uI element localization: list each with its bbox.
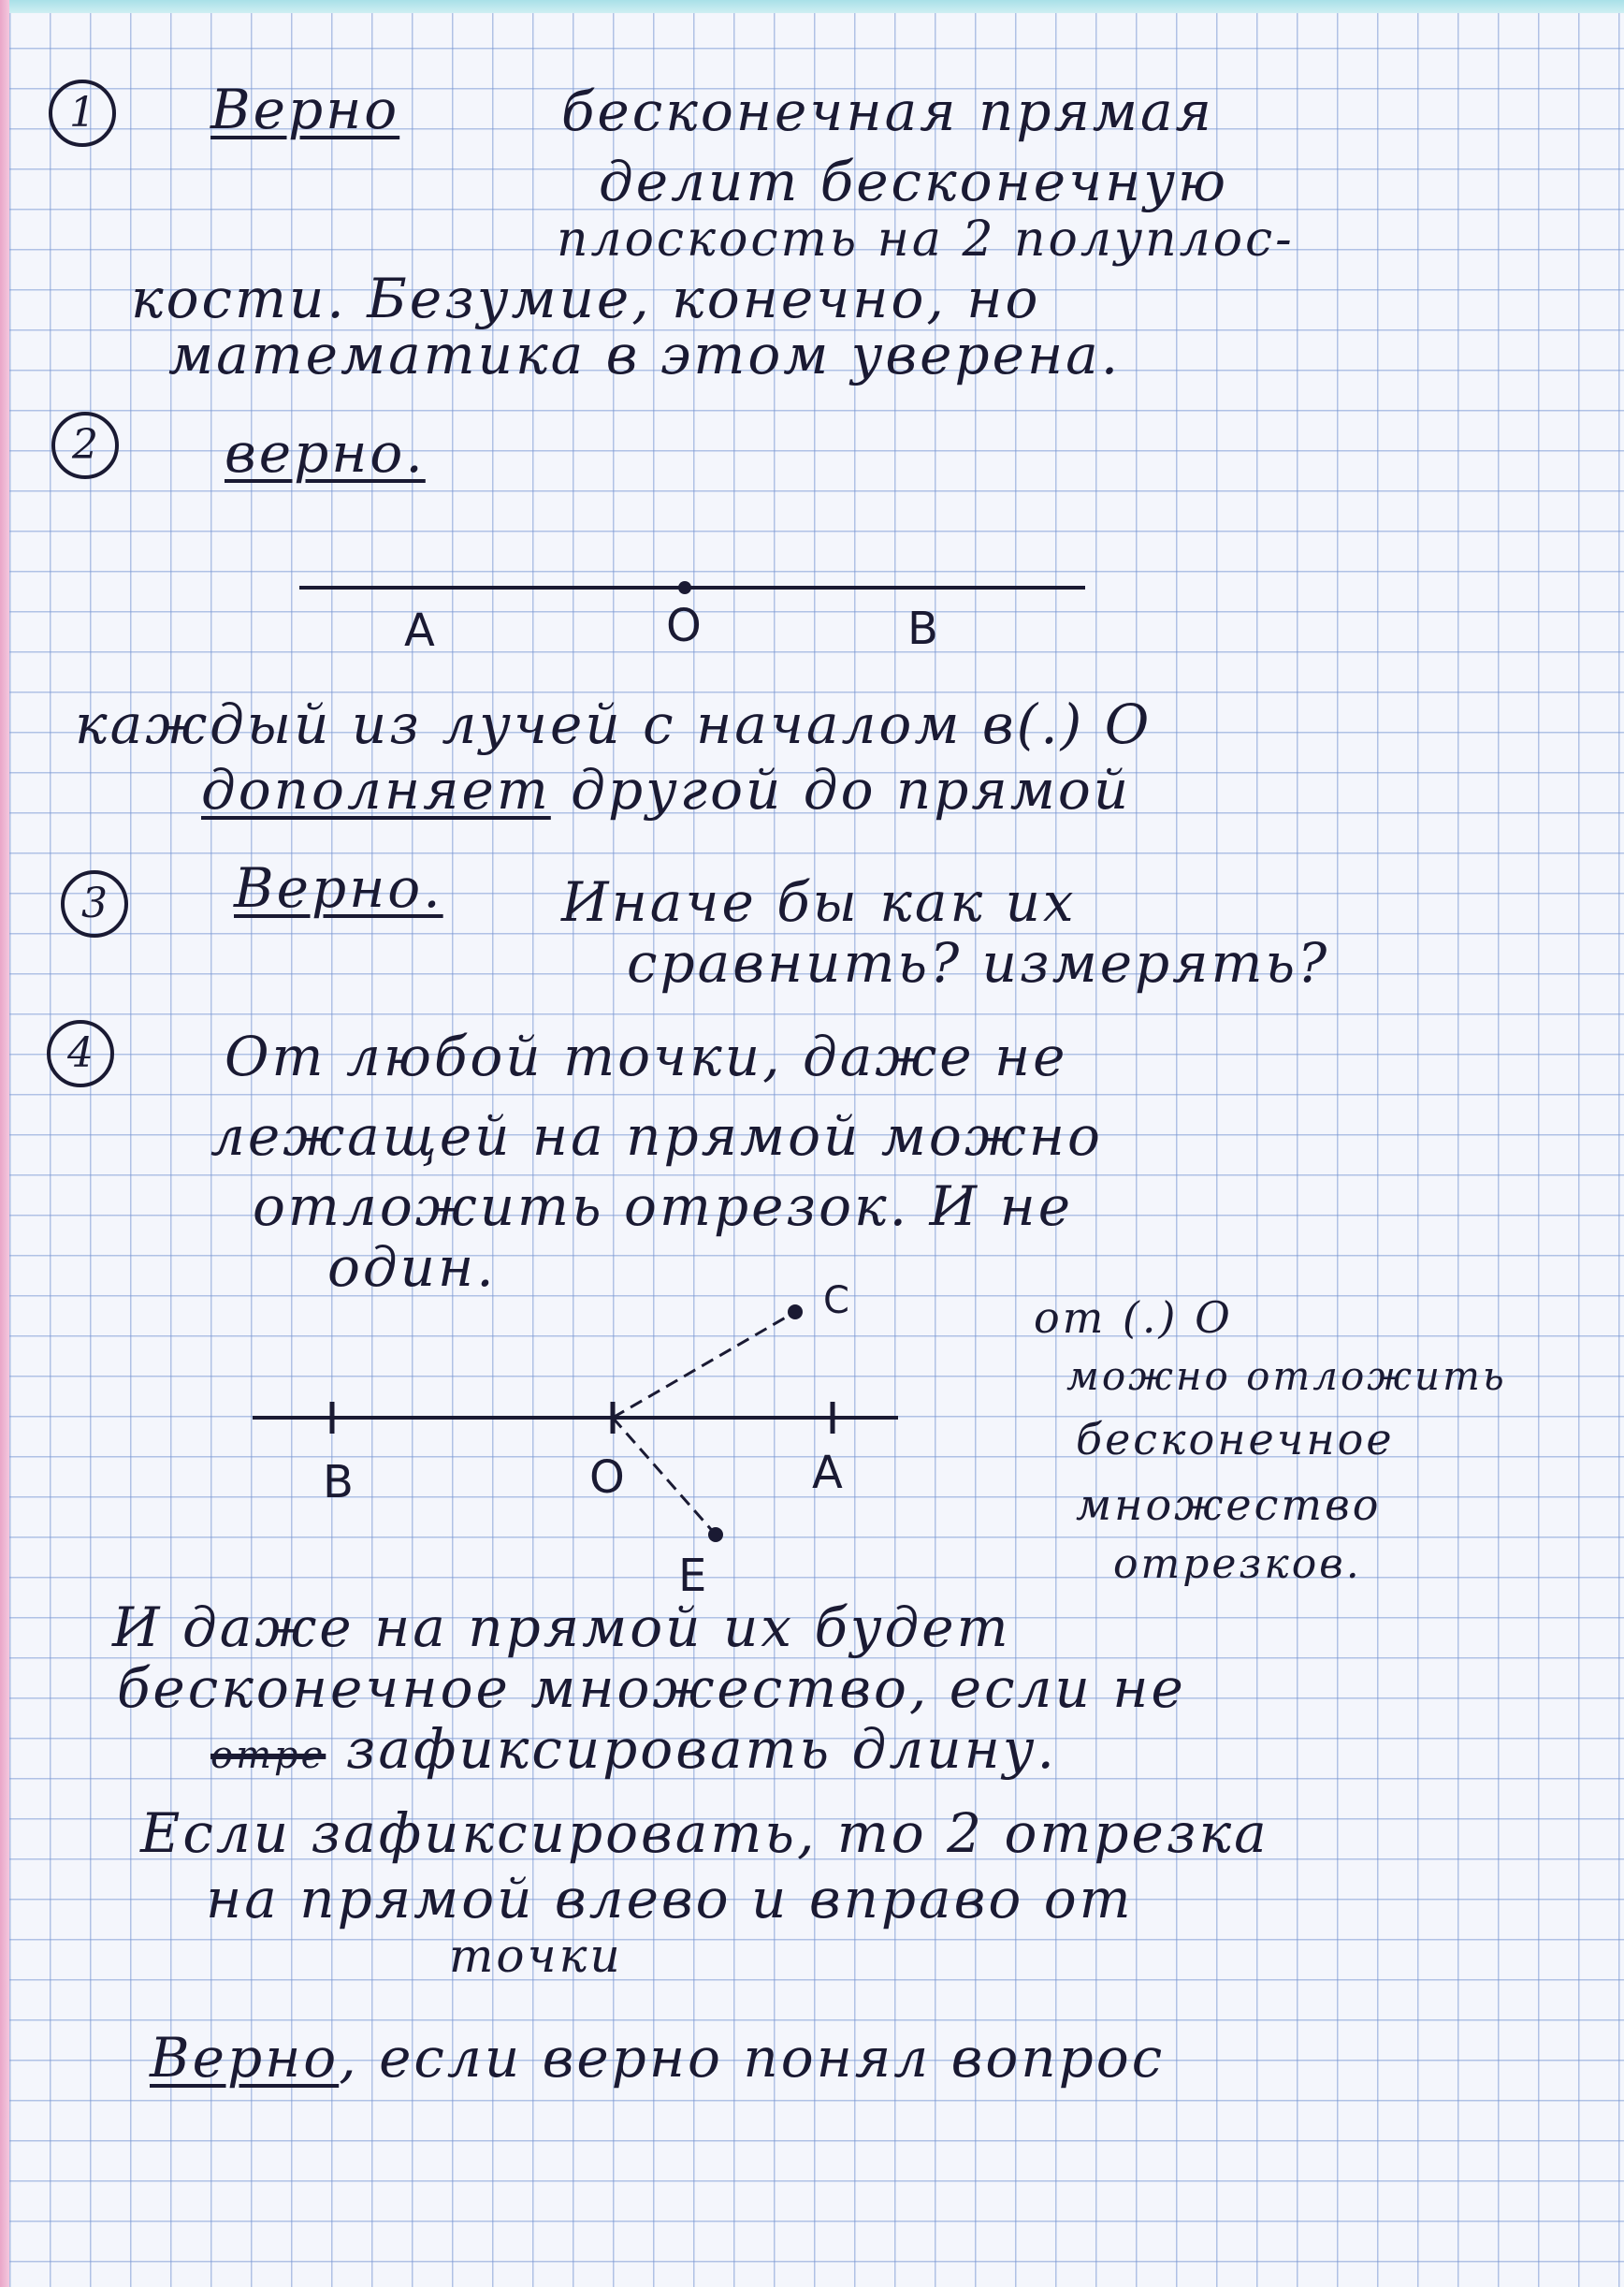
point-e <box>708 1527 723 1542</box>
item-2-line-2 <box>201 758 1132 822</box>
item-1-line-5: математика в этом уверена. <box>168 323 1122 386</box>
point-o2-label: O <box>589 1451 625 1504</box>
item-2-line-1: каждый из лучей с началом в(.) О <box>75 692 1153 756</box>
fixed-case-line-1: Если зафиксировать, то 2 отрезка <box>140 1801 1269 1865</box>
page-margin-line <box>0 0 9 2287</box>
point-b-label: B <box>907 603 938 655</box>
side-note-5: отрезков. <box>1113 1540 1362 1588</box>
struck-word: отре <box>210 1734 326 1777</box>
final-verdict-line <box>150 2026 1166 2090</box>
item-2-emphasis: дополняет <box>201 758 551 822</box>
item-2-verdict: верно. <box>225 421 426 485</box>
item-1-line-2: делит бесконечную <box>599 150 1229 213</box>
side-note-4: множество <box>1076 1479 1382 1530</box>
item-1-line-4: кости. Безумие, конечно, но <box>131 267 1041 330</box>
segment-oc <box>613 1312 795 1418</box>
side-note-3: бесконечное <box>1076 1414 1395 1464</box>
point-e-label: E <box>678 1550 707 1602</box>
fixed-case-line-2: на прямой влево и вправо от <box>206 1867 1134 1930</box>
item-1-number: 1 <box>49 80 116 147</box>
item-1-line-1: бесконечная прямая <box>561 80 1214 143</box>
side-note-2: можно отложить <box>1066 1353 1507 1399</box>
continuation-line-2: бесконечное множество, если не <box>117 1656 1186 1720</box>
item-3-line-2: сравнить? измерять? <box>627 931 1330 995</box>
point-o-label: O <box>666 600 702 652</box>
fixed-case-line-3: точки <box>449 1929 623 1983</box>
item-4-line-4: один. <box>327 1235 497 1299</box>
item-1-verdict: Верно <box>210 78 400 141</box>
item-4-line-2: лежащей на прямой можно <box>210 1104 1103 1168</box>
continuation-line-3-text: зафиксировать длину. <box>345 1717 1057 1781</box>
item-3-line-1: Иначе бы как их <box>561 870 1077 934</box>
side-note-1: от (.) О <box>1034 1292 1233 1343</box>
point-c-label: C <box>823 1279 849 1322</box>
item-4-line-3: отложить отрезок. И не <box>253 1174 1074 1238</box>
final-verdict: Верно <box>150 2026 340 2090</box>
item-3-number: 3 <box>61 870 128 938</box>
point-a2-label: A <box>812 1447 843 1499</box>
final-verdict-rest: , если верно понял вопрос <box>339 2026 1166 2090</box>
segment-oe <box>613 1418 716 1535</box>
item-1-line-3: плоскость на 2 полуплос- <box>557 211 1295 268</box>
point-a-label: A <box>404 605 435 657</box>
item-3-verdict: Верно. <box>234 856 443 920</box>
continuation-line-3 <box>210 1717 1057 1781</box>
point-c <box>788 1304 803 1319</box>
point-o <box>678 581 691 594</box>
item-2-line-2-rest: другой до прямой <box>571 758 1132 822</box>
item-2-number: 2 <box>51 412 119 479</box>
item-4-line-1: От любой точки, даже не <box>225 1025 1068 1088</box>
item-4-number: 4 <box>47 1020 114 1087</box>
point-b2-label: B <box>323 1456 354 1508</box>
page-top-edge <box>0 0 1624 13</box>
segments-diagram <box>243 1273 917 1553</box>
continuation-line-1: И даже на прямой их будет <box>112 1595 1011 1659</box>
